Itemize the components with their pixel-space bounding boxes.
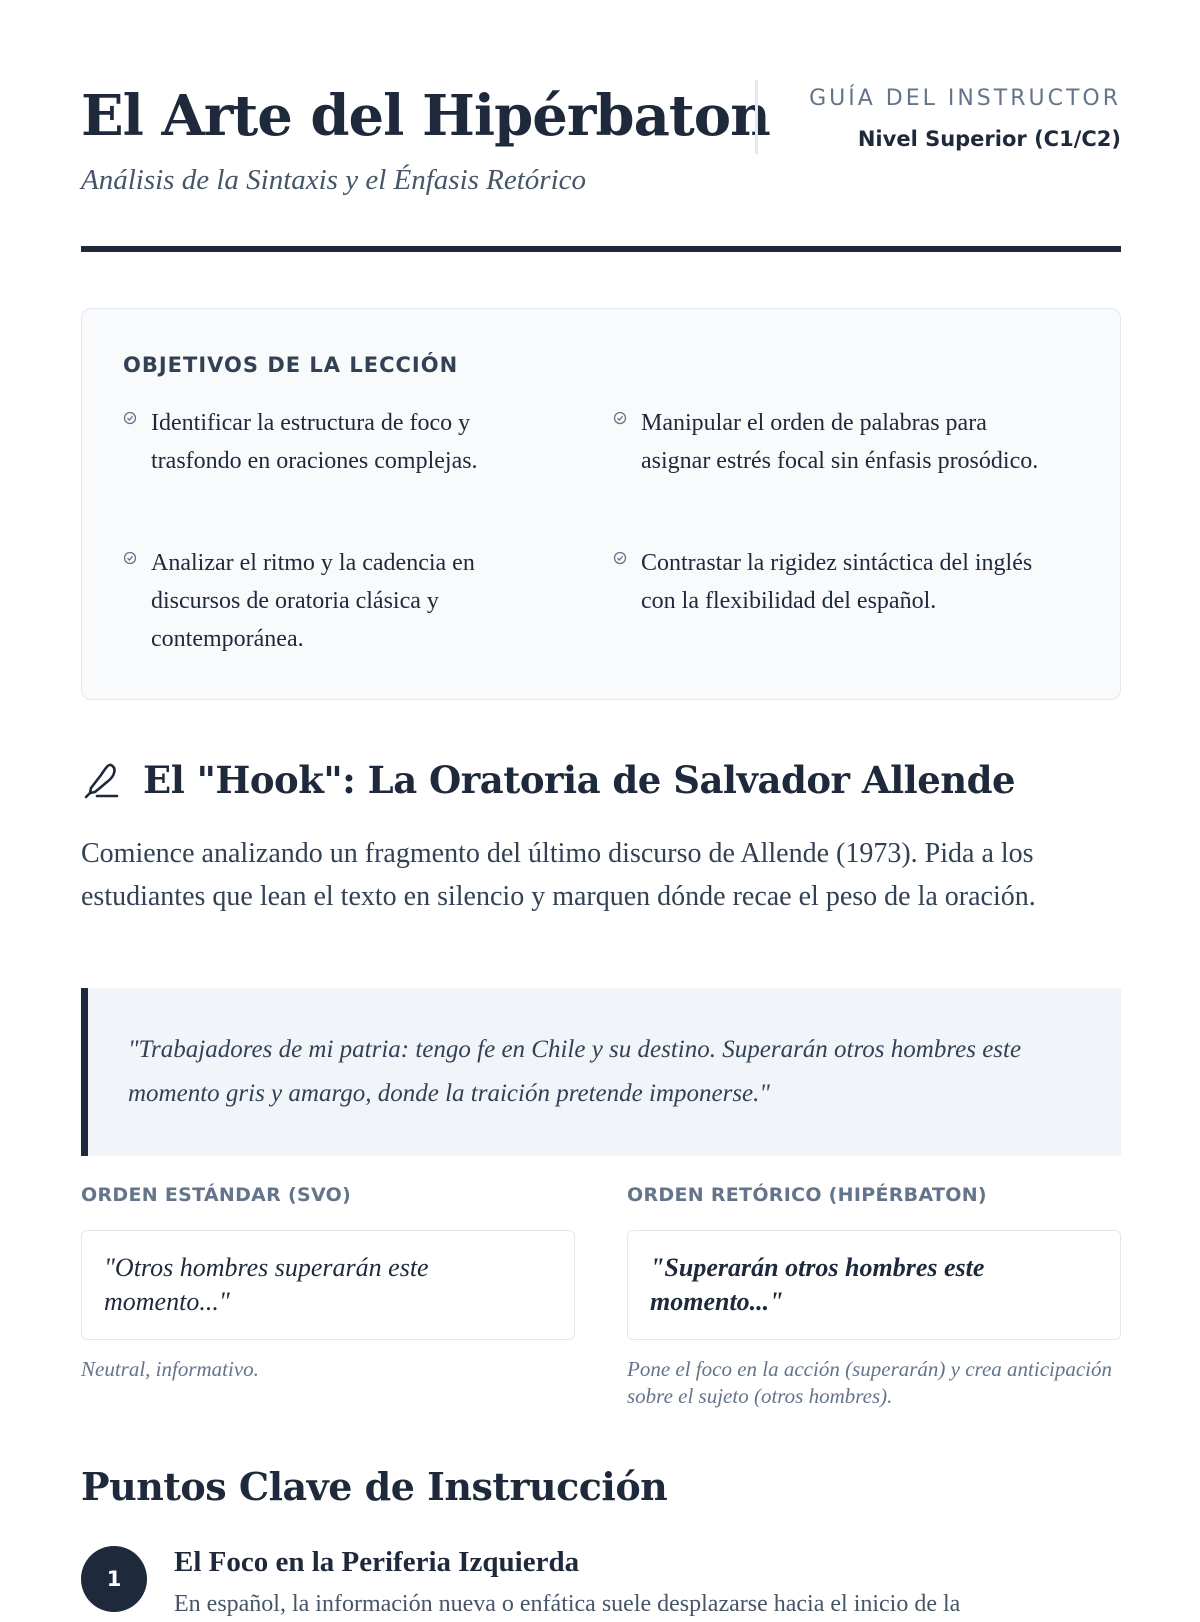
guide-label: GUÍA DEL INSTRUCTOR xyxy=(809,86,1121,111)
check-circle-icon xyxy=(123,551,137,565)
header-meta xyxy=(755,80,1121,154)
key-point-text: En español, la información nueva o enfática suele desplazarse hacia el inicio de la xyxy=(174,1591,961,1617)
objective-item xyxy=(613,544,1053,620)
objective-text: Manipular el orden de palabras para asignar estrés focal sin énfasis prosódico. xyxy=(641,410,1039,474)
hook-intro-text: Comience analizando un fragmento del último discurso de Allende (1973). Pida a los estudiantes que lean el texto en silencio y marquen dónde recae el peso de la oración. xyxy=(81,838,1036,912)
page-subtitle: Análisis de la Sintaxis y el Énfasis Retórico xyxy=(81,164,587,196)
rhetorical-order-card xyxy=(627,1182,1121,1410)
rhetorical-order-example: "Superarán otros hombres este momento..." xyxy=(627,1230,1121,1340)
hook-title: El "Hook": La Oratoria de Salvador Allende xyxy=(143,758,1016,802)
key-point-number: 1 xyxy=(81,1546,147,1612)
objective-text: Analizar el ritmo y la cadencia en discursos de oratoria clásica y contemporánea. xyxy=(151,550,475,652)
key-points-title: Puntos Clave de Instrucción xyxy=(81,1464,668,1509)
standard-order-note: Neutral, informativo. xyxy=(81,1357,259,1381)
objective-item xyxy=(123,544,563,658)
quill-pen-icon xyxy=(81,760,121,800)
objectives-title: OBJETIVOS DE LA LECCIÓN xyxy=(123,353,459,377)
level-label: Nivel Superior (C1/C2) xyxy=(857,127,1121,151)
rhetorical-order-note: Pone el foco en la acción (superarán) y crea anticipación sobre el sujeto (otros hombres). xyxy=(627,1357,1112,1408)
objectives-panel xyxy=(81,308,1121,700)
rhetorical-order-label: ORDEN RETÓRICO (HIPÉRBATON) xyxy=(627,1184,987,1206)
standard-order-label: ORDEN ESTÁNDAR (SVO) xyxy=(81,1184,352,1206)
objective-text: Contrastar la rigidez sintáctica del inglés con la flexibilidad del español. xyxy=(641,550,1033,614)
page-header xyxy=(81,80,1121,252)
objective-item xyxy=(613,404,1053,480)
check-circle-icon xyxy=(613,411,627,425)
standard-order-card xyxy=(81,1182,575,1383)
hook-section-heading xyxy=(81,754,1015,806)
key-point-title: El Foco en la Periferia Izquierda xyxy=(174,1546,580,1578)
objective-item xyxy=(123,404,563,480)
check-circle-icon xyxy=(613,551,627,565)
page-title: El Arte del Hipérbaton xyxy=(81,83,770,149)
speech-quote: "Trabajadores de mi patria: tengo fe en Chile y su destino. Superarán otros hombres este momento gris y amargo, donde la traición pretende imponerse." xyxy=(81,988,1121,1156)
check-circle-icon xyxy=(123,411,137,425)
lesson-page xyxy=(81,0,1121,1617)
objective-text: Identificar la estructura de foco y trasfondo en oraciones complejas. xyxy=(151,410,478,474)
standard-order-example: "Otros hombres superarán este momento..." xyxy=(81,1230,575,1340)
